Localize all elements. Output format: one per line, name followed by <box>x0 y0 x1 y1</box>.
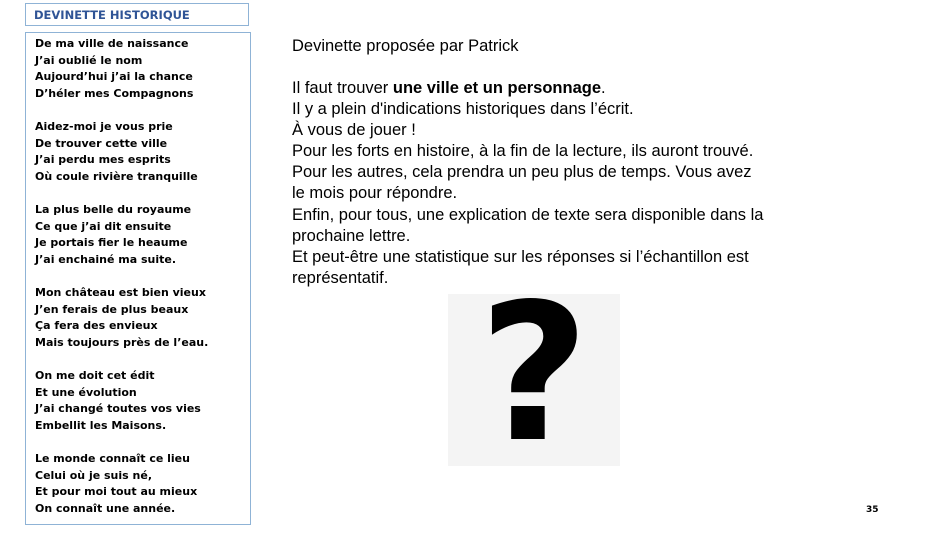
poem-line: De ma ville de naissance <box>35 37 189 50</box>
explanation-line-2: prochaine lettre. <box>292 227 411 245</box>
play-line: À vous de jouer ! <box>292 121 416 139</box>
instruction-bold: une ville et un personnage <box>392 79 602 97</box>
poem-line: Ça fera des envieux <box>35 319 158 333</box>
others-line-1: Pour les autres, cela prendra un peu plus de temps. Vous avez <box>292 163 752 181</box>
poem-line: Aidez-moi je vous prie <box>35 120 173 133</box>
poem-line: Ce que j’ai dit ensuite <box>35 219 172 233</box>
poem-line: On connaît une année. <box>35 501 176 515</box>
stanza-2 <box>35 119 198 185</box>
page-title: DEVINETTE HISTORIQUE <box>34 8 190 22</box>
others-line-2: le mois pour répondre. <box>292 184 458 202</box>
instruction-line <box>292 78 606 99</box>
stanza-6 <box>35 451 197 517</box>
poem-line: Le monde connaît ce lieu <box>35 452 190 465</box>
poem-line: Embellit les Maisons. <box>35 418 167 432</box>
stanza-5 <box>35 368 201 434</box>
poem-line: J’ai enchainé ma suite. <box>35 252 177 266</box>
question-mark-image <box>448 294 620 466</box>
stats-line-2: représentatif. <box>292 269 389 287</box>
poem-line: Mon château est bien vieux <box>35 286 206 299</box>
poem-line: J’ai perdu mes esprits <box>35 153 171 167</box>
page-number: 35 <box>866 505 879 515</box>
poem-line: J’en ferais de plus beaux <box>35 302 189 316</box>
poem-line: Et pour moi tout au mieux <box>35 485 198 499</box>
instruction-prefix: Il faut trouver <box>292 79 393 97</box>
experts-line: Pour les forts en histoire, à la fin de la lecture, ils auront trouvé. <box>292 142 754 160</box>
poem-line: J’ai changé toutes vos vies <box>35 402 201 416</box>
author-line: Devinette proposée par Patrick <box>292 37 519 55</box>
poem-line: Et une évolution <box>35 385 137 399</box>
poem-line: Celui où je suis né, <box>35 468 153 482</box>
instruction-suffix: . <box>601 79 606 97</box>
explanation-line-1: Enfin, pour tous, une explication de texte sera disponible dans la <box>292 206 764 224</box>
poem-line: Je portais fier le heaume <box>35 236 188 250</box>
poem-line: De trouver cette ville <box>35 136 168 150</box>
question-mark-icon: ? <box>478 294 590 466</box>
poem-line: Où coule rivière tranquille <box>35 169 198 183</box>
poem-box <box>25 32 251 525</box>
poem-line: Aujourd’hui j’ai la chance <box>35 70 193 84</box>
poem-line: On me doit cet édit <box>35 369 155 382</box>
poem-line: D’héler mes Compagnons <box>35 86 194 100</box>
hint-line: Il y a plein d'indications historiques dans l’écrit. <box>292 100 634 118</box>
poem-line: Mais toujours près de l’eau. <box>35 335 209 349</box>
stanza-1 <box>35 36 193 102</box>
stats-line-1: Et peut-être une statistique sur les réponses si l’échantillon est <box>292 248 749 266</box>
stanza-4 <box>35 285 208 351</box>
poem-line: La plus belle du royaume <box>35 203 192 216</box>
stanza-3 <box>35 202 191 268</box>
title-box <box>25 3 249 26</box>
poem-line: J’ai oublié le nom <box>35 53 143 67</box>
